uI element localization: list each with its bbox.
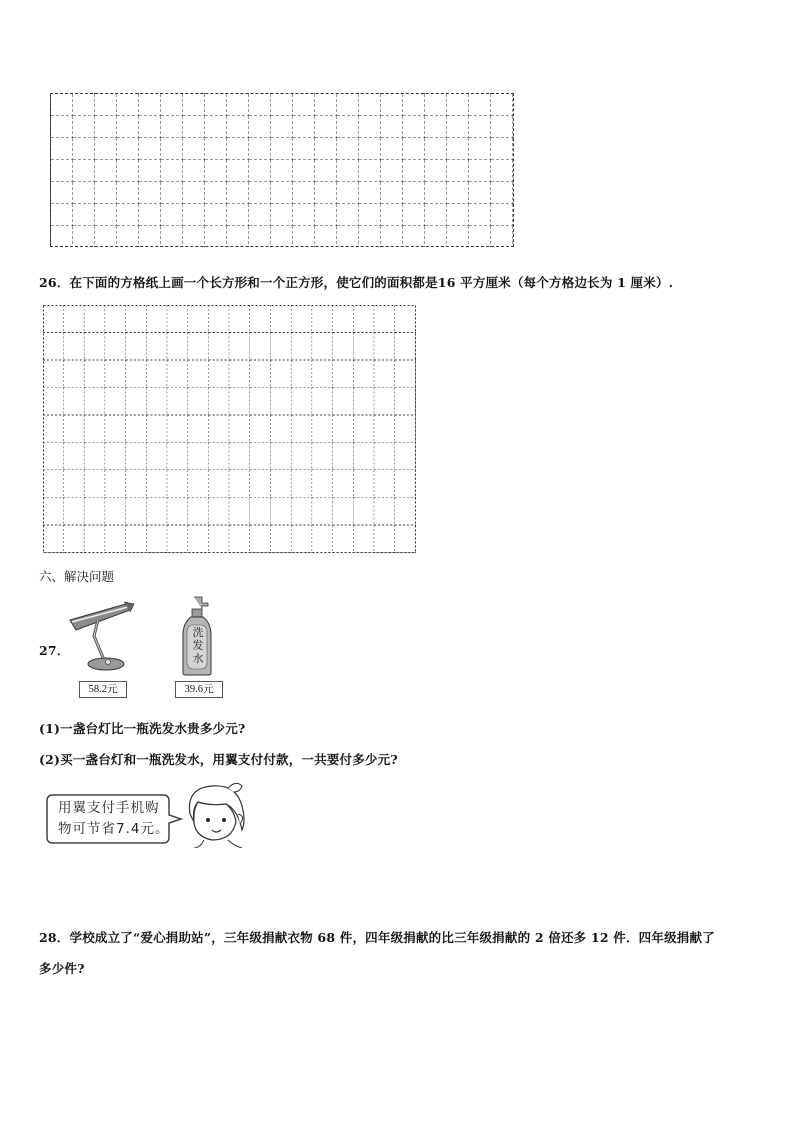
question-27-number: 27． (39, 643, 70, 658)
speech-bubble-text (58, 798, 169, 840)
shampoo-label-char-3: 水 (192, 652, 204, 665)
q26-grid-paper[interactable] (43, 305, 416, 553)
lamp-price-label: 58.2元 (79, 681, 127, 698)
speech-bubble-line-2: 物可节省7.4元。 (58, 821, 170, 837)
q26-grid-lines (43, 305, 416, 553)
question-27-part-1: (1)一盏台灯比一瓶洗发水贵多少元? (39, 721, 246, 736)
speech-bubble-line-1: 用翼支付手机购 (58, 800, 160, 816)
shampoo-price-label: 39.6元 (175, 681, 223, 698)
shampoo-label-char-1: 洗 (192, 626, 204, 639)
girl-illustration (176, 780, 256, 848)
question-28-line-2: 多少件? (39, 961, 85, 976)
top-grid-lines (51, 94, 513, 246)
question-27-part-2: (2)买一盏台灯和一瓶洗发水，用翼支付付款，一共要付多少元? (39, 752, 398, 767)
top-grid-paper[interactable] (50, 93, 514, 247)
question-26-text: 26．在下面的方格纸上画一个长方形和一个正方形，使它们的面积都是16 平方厘米（每个方格边长为 1 厘米）. (39, 275, 674, 290)
shampoo-bottle-label (189, 626, 207, 665)
desk-lamp-image (64, 598, 144, 676)
shampoo-label-char-2: 发 (192, 639, 204, 652)
question-28-line-1: 28．学校成立了“爱心捐助站”，三年级捐献衣物 68 件，四年级捐献的比三年级捐献的 2 倍还多 12 件．四年级捐献了 (39, 930, 715, 945)
section-6-title: 六、解决问题 (39, 569, 115, 584)
